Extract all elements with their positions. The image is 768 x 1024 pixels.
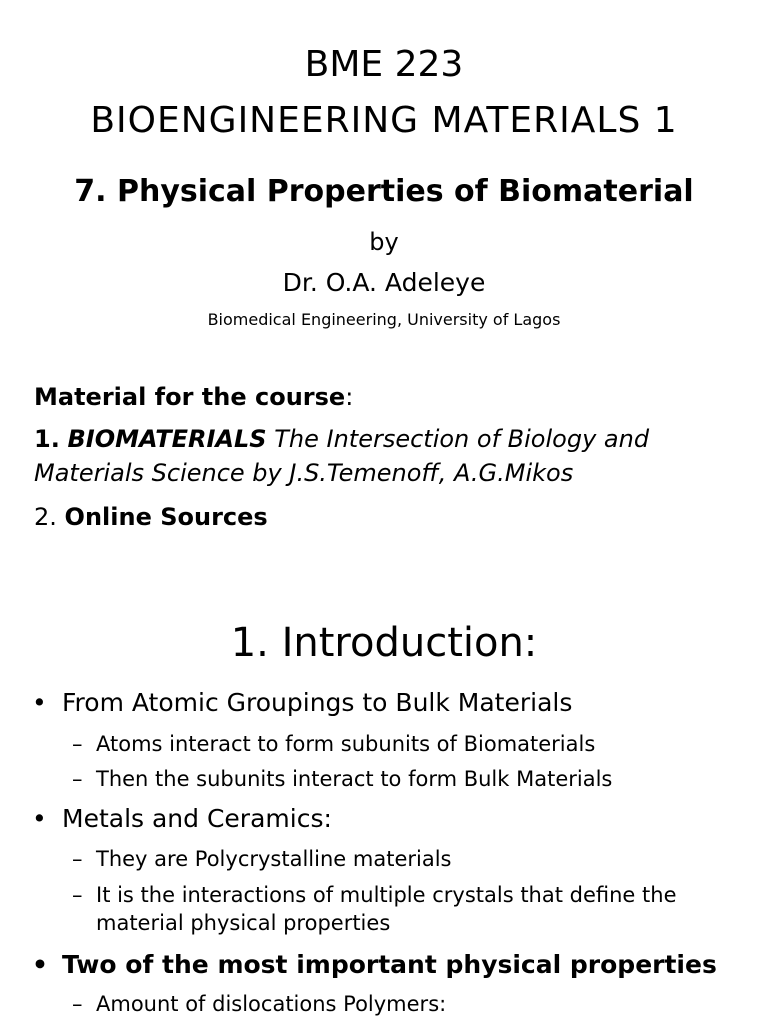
bullet-text: Metals and Ceramics: bbox=[62, 804, 332, 833]
course-material-heading-text: Material for the course bbox=[34, 383, 346, 411]
sub-bullet-text: Atoms interact to form subunits of Biomaterials bbox=[96, 732, 596, 756]
author-name: Dr. O.A. Adeleye bbox=[282, 268, 486, 297]
lecture-title: 7. Physical Properties of Biomaterial bbox=[74, 174, 694, 209]
reference-1-line-1 bbox=[34, 422, 754, 456]
course-code: BME 223 bbox=[304, 44, 464, 85]
sub-bullet-text: Then the subunits interact to form Bulk Materials bbox=[96, 767, 613, 791]
sub-bullet-text-line-2: material physical properties bbox=[96, 911, 391, 935]
reference-1 bbox=[34, 422, 754, 490]
bullet-marker: • bbox=[32, 804, 47, 833]
bullet-text: Two of the most important physical properties bbox=[62, 950, 717, 979]
sub-bullet-text: They are Polycrystalline materials bbox=[96, 847, 452, 871]
bullet-marker: • bbox=[32, 688, 47, 717]
reference-2 bbox=[34, 500, 754, 534]
reference-1-number: 1. bbox=[34, 425, 60, 453]
sub-bullet-marker: – bbox=[72, 883, 83, 907]
sub-bullet-marker: – bbox=[72, 992, 83, 1016]
sub-bullet-text-line-1: It is the interactions of multiple crystals that define the bbox=[96, 883, 677, 907]
sub-bullet-marker: – bbox=[72, 847, 83, 871]
reference-2-number: 2. bbox=[34, 503, 57, 531]
reference-1-title: BIOMATERIALS bbox=[67, 425, 267, 453]
bullet-marker: • bbox=[32, 950, 48, 979]
reference-1-subtitle: The Intersection of Biology and bbox=[274, 425, 650, 453]
reference-2-text: Online Sources bbox=[64, 503, 268, 531]
reference-1-line-2: Materials Science by J.S.Temenoff, A.G.Mikos bbox=[34, 459, 574, 487]
course-material-colon: : bbox=[345, 383, 354, 411]
sub-bullet-marker: – bbox=[72, 767, 83, 791]
sub-bullet-text bbox=[96, 881, 736, 937]
sub-bullet-marker: – bbox=[72, 732, 83, 756]
introduction-title: 1. Introduction: bbox=[230, 620, 538, 666]
author-affiliation: Biomedical Engineering, University of Lagos bbox=[207, 310, 561, 329]
course-material-heading bbox=[34, 380, 754, 414]
by-label: by bbox=[369, 228, 399, 256]
sub-bullet-text: Amount of dislocations Polymers: bbox=[96, 992, 447, 1016]
bullet-text: From Atomic Groupings to Bulk Materials bbox=[62, 688, 573, 717]
course-name: BIOENGINEERING MATERIALS 1 bbox=[90, 100, 678, 141]
